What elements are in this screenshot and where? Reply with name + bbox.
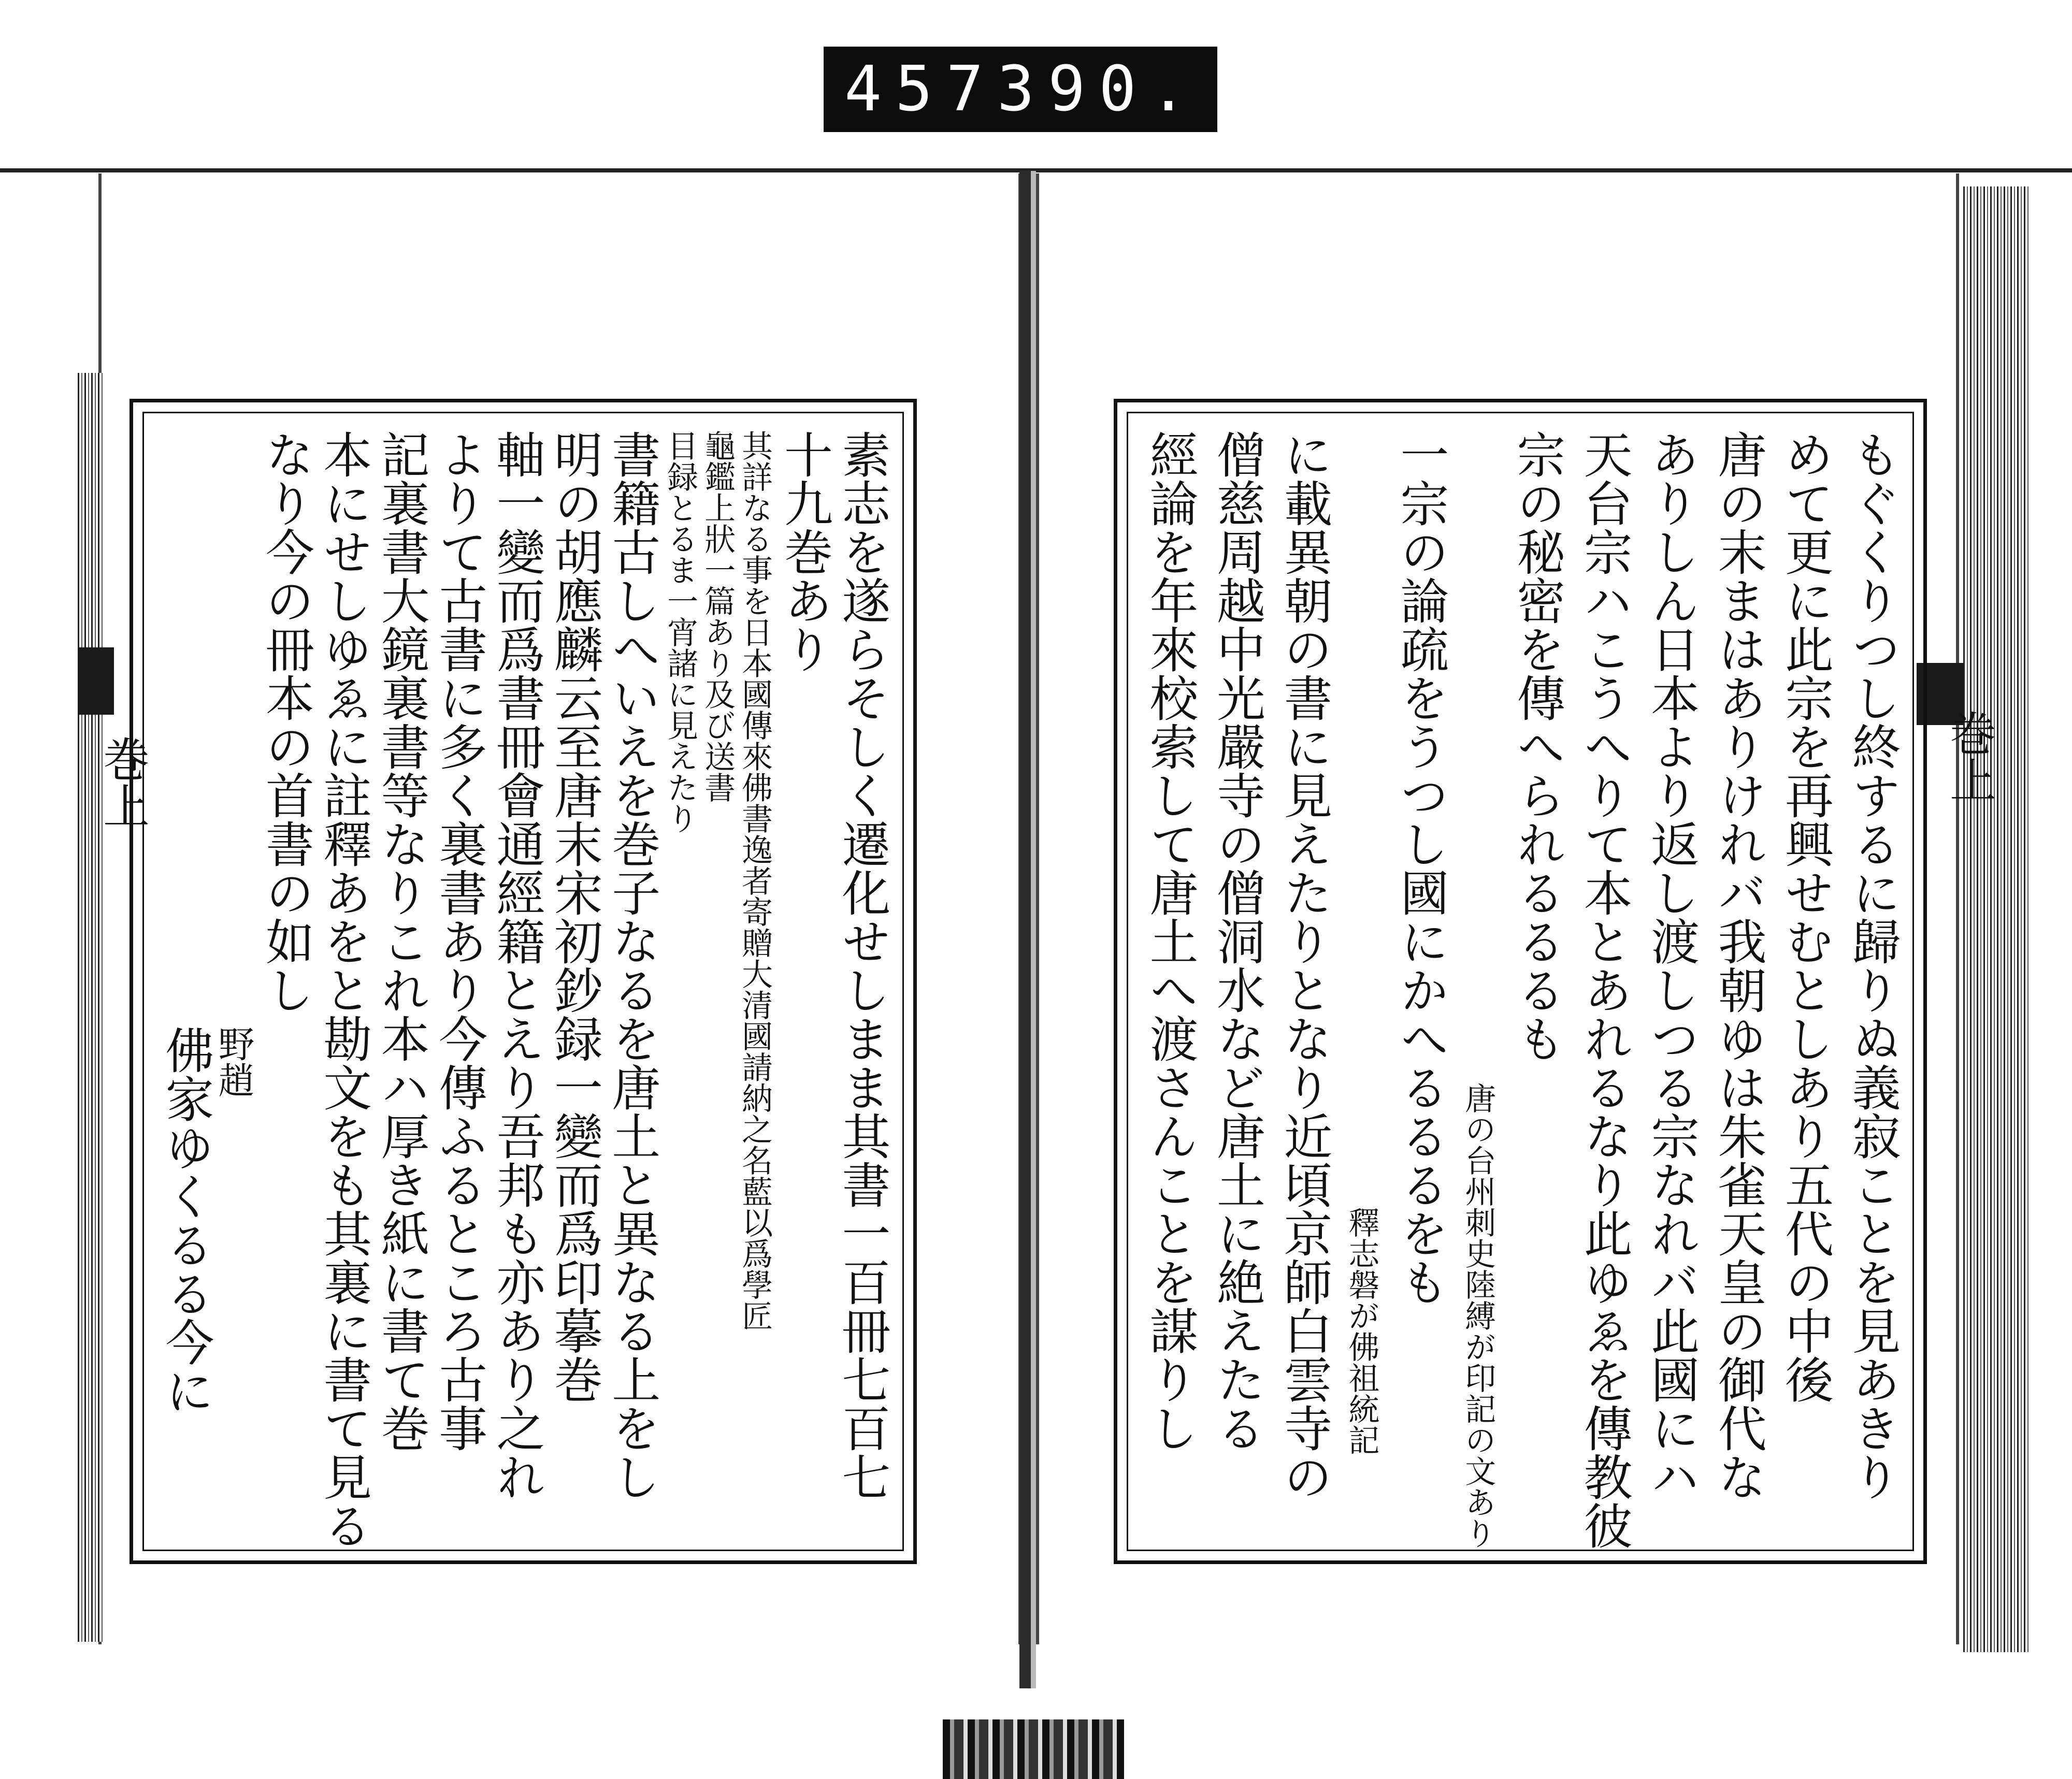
right-column-9: 僧慈周越中光嚴寺の僧洞水など唐土に絶えたる [1208,430,1265,1452]
left-column-3: 書籍古しへいえを巻子なるを唐土と異なる上をし [603,430,660,1501]
left-column-8: 本にせしゆゑに註釋あをと勘文をも其裏に書て見る [314,430,371,1550]
left-column-6: よりて古書に多く裏書あり今傳ふるところ古事 [430,430,487,1452]
left-column-2: 十九巻あり [775,430,832,673]
right-column-8: に載異朝の書に見えたりとなり近頃京師白雲寺の [1275,430,1332,1501]
right-column-3: 唐の末まはありけれバ我朝ゆは朱雀天皇の御代な [1709,430,1766,1501]
left-column-9: なり今の冊本の首書の如し [257,430,314,1014]
left-column-4: 明の胡應麟云至唐末宋初鈔録一變而爲印摹巻 [545,430,602,1404]
right-note-2: 釋志磐が佛祖統記 [1343,1207,1380,1455]
left-note-1: 其詳なる事を日本國傳來佛書逸者寄贈大清國請納之名藍以爲學匠 [737,430,773,1331]
right-margin-mark: 巻上 [1941,710,1996,803]
left-note-3: 目録とるま一宵諸に見えたり [662,430,699,834]
book-top-edge [0,168,2072,172]
right-note-block [1460,1082,1497,1549]
right-column-6: 宗の秘密を傳へられるるるも [1508,430,1565,1063]
left-column-1: 素志を遂らそしく遷化せしまま其書一百冊七百七 [833,430,890,1501]
right-note-1: 唐の台州刺史陸縛が印記の文あり [1460,1082,1497,1549]
right-column-4: ありしん日本より返し渡しつる宗なれバ此國にハ [1642,430,1699,1501]
left-page-stack [78,373,104,1642]
right-page-stack [1963,186,2031,1652]
left-column-7: 記裏書大鏡裏書等なりこれ本ハ厚き紙に書て巻 [372,430,429,1452]
spine-bottom-binding [943,1719,1124,1779]
right-column-1: もぐくりつし終するに歸りぬ義寂ことを見あきり [1843,430,1900,1501]
catalog-label [824,47,1217,132]
left-column-5: 軸一變而爲書冊會通經籍とえり吾邦も亦あり之れ [487,430,544,1501]
left-note-2: 龜鑑上狀一篇あり及び送書 [699,430,736,803]
right-note-block-2 [1343,1207,1380,1538]
left-author-note: 野趙 [212,1025,255,1098]
spine-shadow [1031,171,1036,1688]
right-column-7: 一宗の論疏をうつし國にかへるるるをも [1391,430,1448,1306]
right-column-5: 天台宗ハこうへりて本とあれるなり此ゆゑを傳教彼 [1575,430,1632,1550]
left-text-columns [157,430,890,1550]
right-column-10: 經論を年來校索して唐土へ渡さんことを謀りし [1141,430,1198,1452]
left-author-block [157,430,255,1538]
book-spine [1019,171,1031,1688]
left-note-block [662,430,773,1538]
left-margin-mark: 巻上 [95,735,149,829]
label-left-number: 457 [844,53,997,125]
label-right-number: 390. [997,53,1201,125]
right-column-2: めて更に此宗を再興せむとしあり五代の中後 [1776,430,1833,1404]
left-edge-tab [78,647,114,715]
left-column-10: 佛家ゆくるる今に [157,1025,213,1415]
right-text-columns [1141,430,1900,1550]
